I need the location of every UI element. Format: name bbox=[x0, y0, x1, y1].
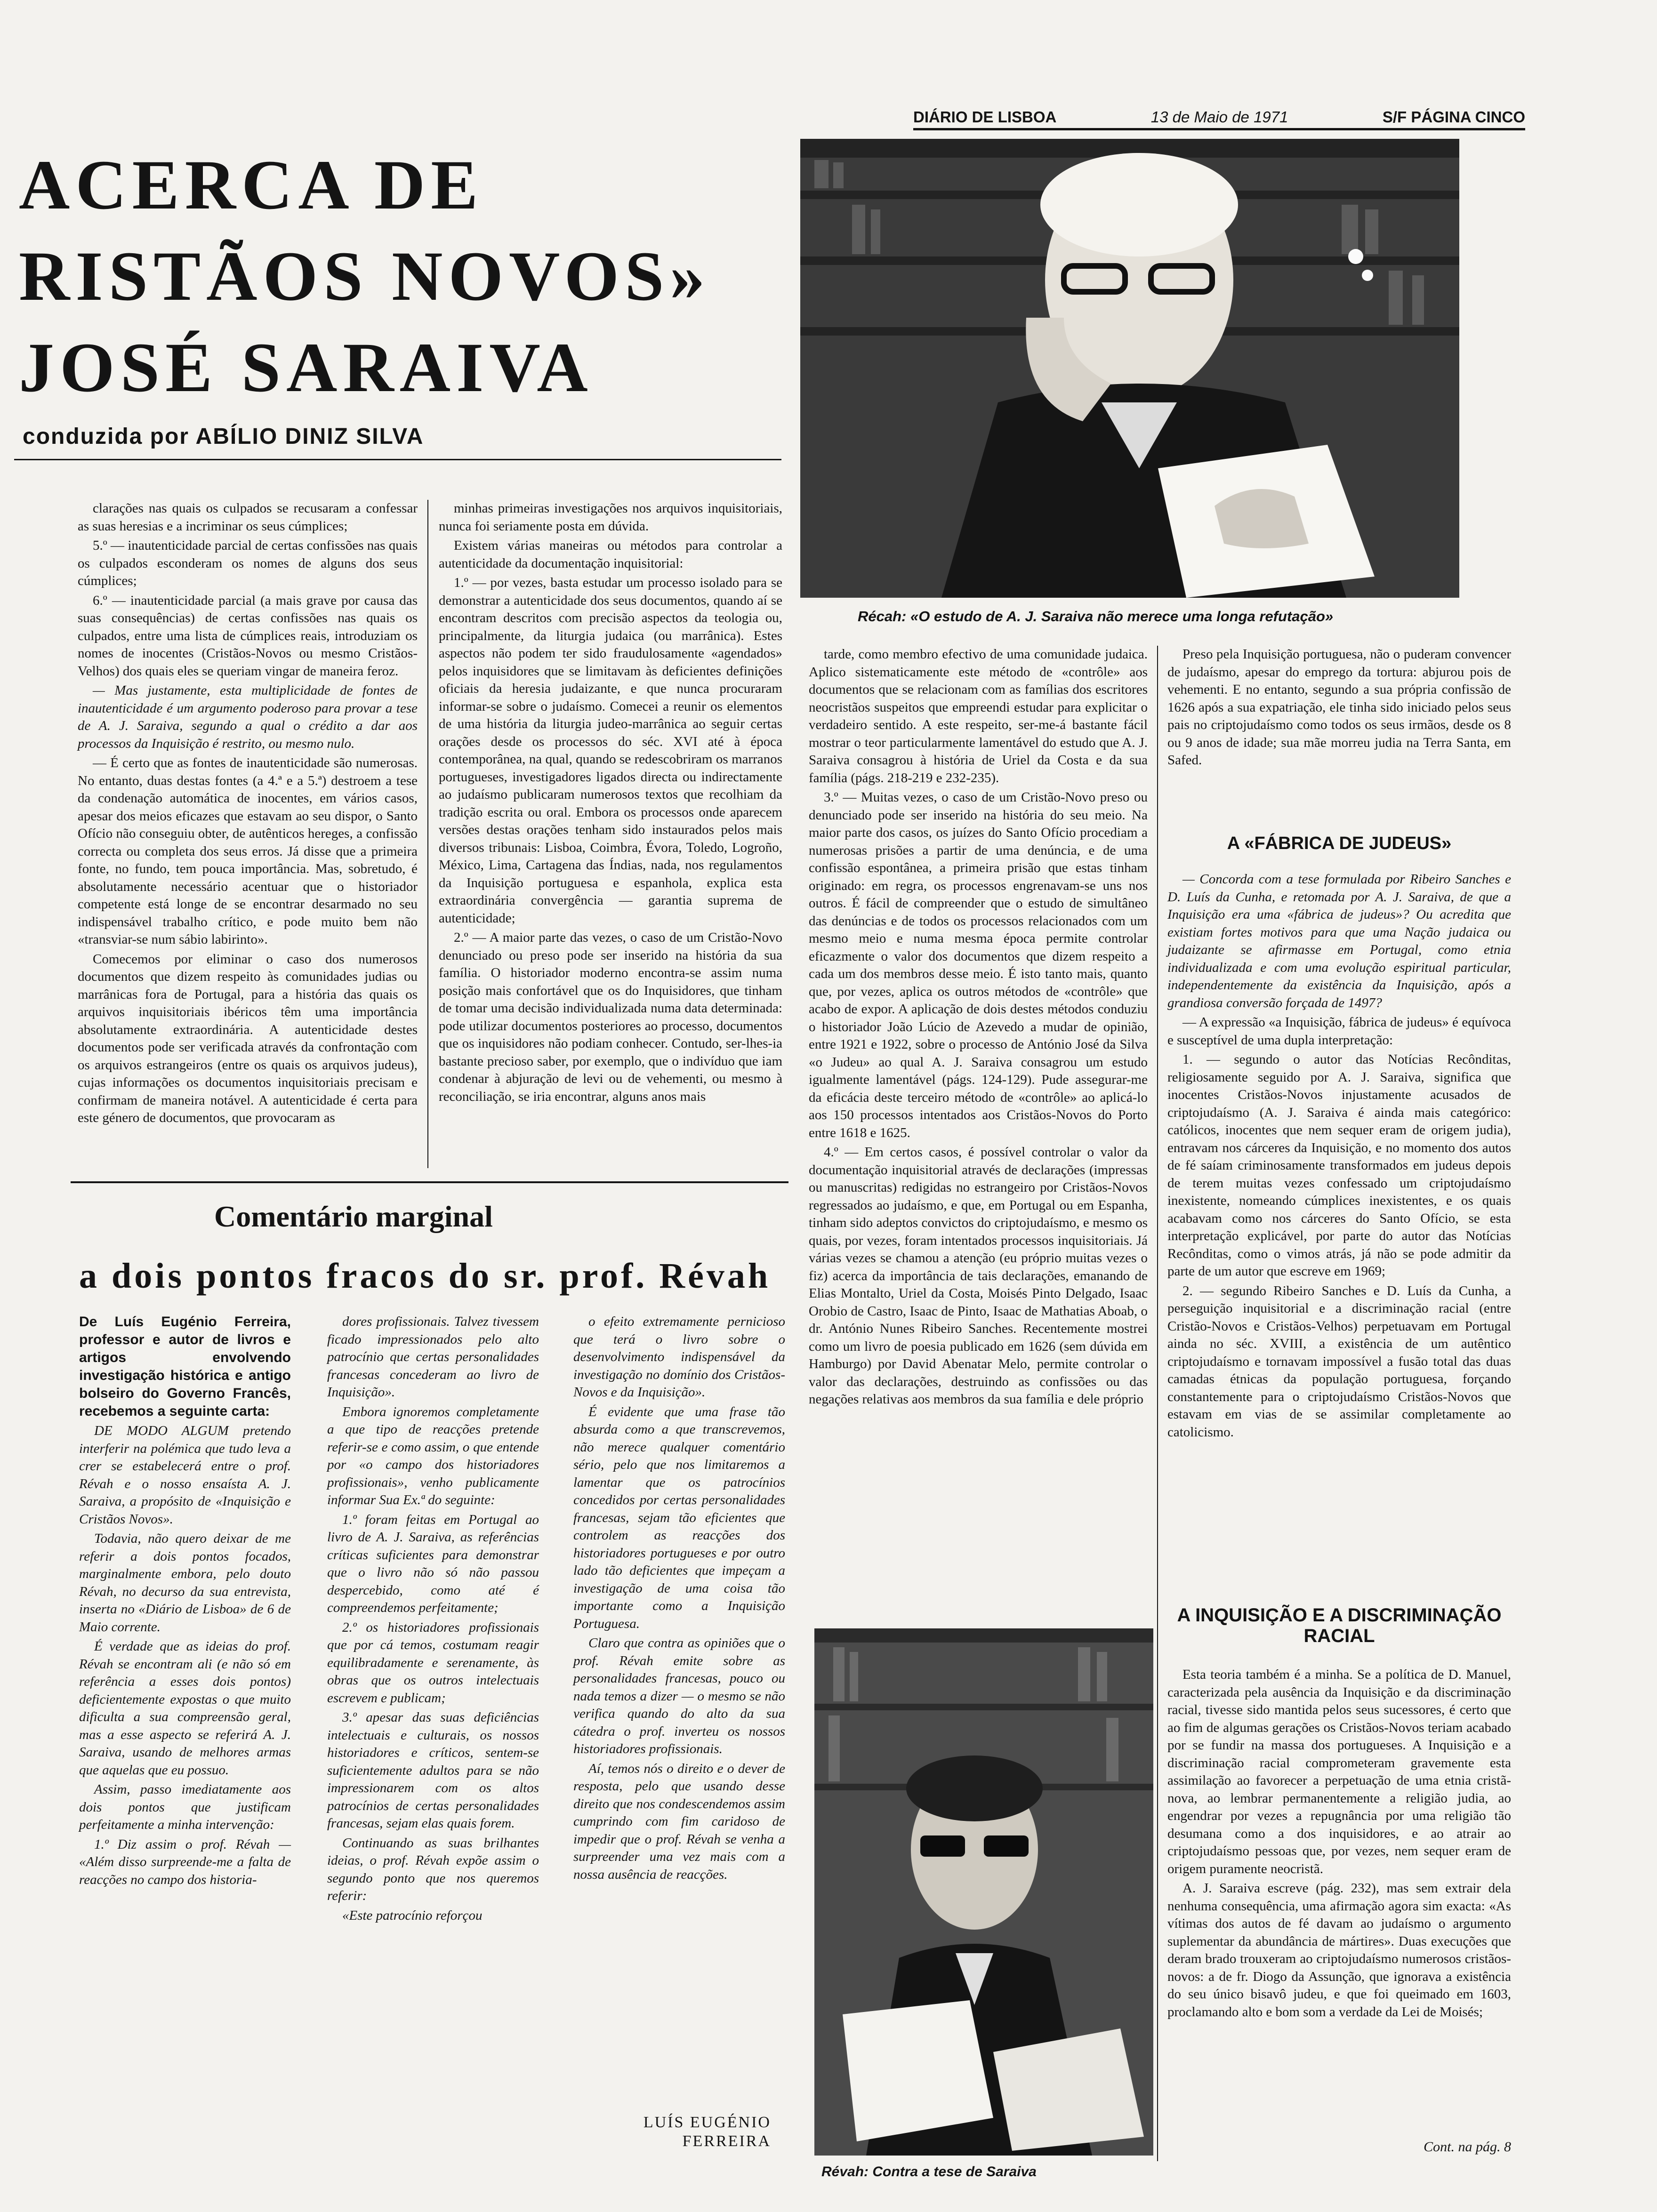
headline-line-1: ACERCA DE bbox=[19, 146, 484, 224]
comentario-column-2 bbox=[327, 1313, 539, 2193]
interview-column-2 bbox=[439, 500, 782, 1168]
paragraph: 6.º — inautenticidade parcial (a mais grave por causa das suas consequências) de certas confissões nas quais os culpados, entre uma lista de cúmplices reais, introduziam os nomes de inocentes (Cristãos-Novos ou mesmo Cristãos-Velhos) dos quais eles se queriam vingar de maneira feroz. bbox=[78, 593, 418, 679]
signature-line-2: FERREIRA bbox=[682, 2132, 771, 2150]
paragraph: A. J. Saraiva escreve (pág. 232), mas sem extrair dela nenhuma consequência, uma afirmação agora sim exacta: «As vítimas dos autos de fé davam ao judaísmo o argumento suplementar da abundância de mártires». Duas execuções que deram brado trouxeram ao criptojudaísmo numerosos cristãos-novos: a de fr. Diogo da Assunção, que ignorava a existência do seu único bisavô judeu, e que foi queimado em 1603, proclamando alto e bom som a verdade da Lei de Moisés; bbox=[1167, 1881, 1511, 2020]
column-rule bbox=[1157, 646, 1158, 2161]
paragraph: o efeito extremamente pernicioso que terá o livro sobre o desenvolvimento indispensável da investigação no domínio dos Cristãos-Novos e da Inquisição». bbox=[573, 1314, 785, 1400]
paragraph: 3.º apesar das suas deficiências intelectuais e culturais, os nossos historiadores e críticos, sentem-se suficientemente adultos para se não impressionarem com os altos patrocínios de certas personalidades francesas, sejam elas quais forem. bbox=[327, 1710, 539, 1831]
comentario-intro: De Luís Eugénio Ferreira, professor e autor de livros e artigos envolvendo investigação histórica e antigo bolseiro do Governo Francês, recebemos a seguinte carta: bbox=[79, 1314, 291, 1419]
signature-line-1: LUÍS EUGÉNIO bbox=[643, 2114, 771, 2131]
photo-reading-illustration bbox=[800, 139, 1459, 598]
interview-column-1 bbox=[78, 500, 418, 1168]
paragraph: 1.º foram feitas em Portugal ao livro de A. J. Saraiva, as referências críticas suficientes para demonstrar que o livro não só não passou despercebido, como até é compreendemos perfeitamente; bbox=[327, 1512, 539, 1615]
paragraph: Existem várias maneiras ou métodos para controlar a autenticidade da documentação inquisitorial: bbox=[439, 538, 782, 571]
paragraph: Embora ignoremos completamente a que tipo de reacções pretende referir-se e como assim, o que entende por «o campo dos historiadores profissionais», venho publicamente informar Sua Ex.ª do seguinte: bbox=[327, 1404, 539, 1507]
paragraph: Assim, passo imediatamente aos dois pontos que justificam perfeitamente a minha intervenção: bbox=[79, 1782, 291, 1832]
column-rule bbox=[427, 500, 428, 1168]
headline-line-3: JOSÉ SARAIVA bbox=[19, 329, 594, 407]
comentario-subtitle: a dois pontos fracos do sr. prof. Révah bbox=[79, 1256, 771, 1296]
subhead-inquisicao-discriminacao: A INQUISIÇÃO E A DISCRIMINAÇÃO RACIAL bbox=[1177, 1605, 1502, 1646]
paragraph: dores profissionais. Talvez tivessem ficado impressionados pelo alto patrocínio que certas personalidades francesas concederam ao livro de Inquisição». bbox=[327, 1314, 539, 1400]
paragraph: É evidente que uma frase tão absurda como a que transcrevemos, não merece qualquer comentário sério, pelo que nos limitaremos a lamentar que os patrocínios concedidos por certas personalidades francesas, sejam tão eficientes que controlem as reacções dos historiadores portugueses e por outro lado tão deficientes que impeçam a investigação de uma coisa tão importante como a Inquisição Portuguesa. bbox=[573, 1404, 785, 1631]
paragraph: Continuando as suas brilhantes ideias, o prof. Révah expõe assim o segundo ponto que nos queremos referir: bbox=[327, 1835, 539, 1903]
masthead-rule bbox=[913, 128, 1525, 130]
question-paragraph: — Concorda com a tese formulada por Ribeiro Sanches e D. Luís da Cunha, e retomada por A. J. Saraiva, de que a Inquisição era uma «fábrica de judeus»? Ou acredita que existiam fortes motivos para que uma Nação judaica ou judaizante se afirmasse em Portugal, como etnia individualizada e com uma evolução espiritual particular, independentemente da existência da Inquisição, após a grandiosa conversão forçada de 1497? bbox=[1167, 872, 1511, 1010]
paragraph: 2.º os historiadores profissionais que por cá temos, costumam reagir equilibradamente e serenamente, às obras que os outros intelectuais escrevem e publicam; bbox=[327, 1619, 539, 1706]
paragraph: clarações nas quais os culpados se recusaram a confessar as suas heresias e a incriminar os seus cúmplices; bbox=[78, 501, 418, 534]
interview-column-4-top bbox=[1167, 646, 1511, 810]
subhead-fabrica-de-judeus: A «FÁBRICA DE JUDEUS» bbox=[1227, 834, 1452, 853]
paragraph: DE MODO ALGUM pretendo interferir na polémica que tudo leva a crer se estabelecerá entre o prof. Révah e o nosso ensaísta A. J. Saraiva, a propósito de «Inquisição e Cristãos Novos». bbox=[79, 1423, 291, 1527]
interview-column-3 bbox=[809, 646, 1148, 1587]
paragraph: 1.º Diz assim o prof. Révah — «Além disso surpreende-me a falta de reacções no campo dos historia- bbox=[79, 1836, 291, 1887]
paragraph: 1. — segundo o autor das Notícias Recônditas, religiosamente seguido por A. J. Saraiva, significa que inocentes Cristãos-Novos injustamente acusados de criptojudaísmo (A. J. Saraiva é ainda mais categórico: católicos, inocentes que nem sequer eram de origem judia), entravam nos cárceres da Inquisição, e no momento dos autos de fé saíam criminosamente transformados em judeus depois de terem muitas vezes confessado um criptojudaísmo inexistente, nomeando cúmplices inexistentes, e os quais acabavam como nos cárceres do Santo Ofício, se esta interpretação explicável, por parte do autor das Notícias Recônditas, como o vimos atrás, já não se pode admitir da parte de um autor que escreve em 1969; bbox=[1167, 1052, 1511, 1279]
paragraph: Aí, temos nós o direito e o dever de resposta, pelo que usando desse direito que nos condescendemos assim cumprindo com fim caridoso de impedir que o prof. Révah se venha a surpreender uma vez mais com a nossa ausência de reacções. bbox=[573, 1761, 785, 1882]
issue-date: 13 de Maio de 1971 bbox=[1150, 108, 1288, 126]
comentario-column-1 bbox=[79, 1313, 291, 2193]
paragraph: 1.º — por vezes, basta estudar um processo isolado para se demonstrar a autenticidade dos seus documentos, quando aí se encontram descritos com precisão aspectos da teologia ou, principalmente, da liturgia judaica (ou marrânica). Estes aspectos não podem ter sido fraudulosamente «agendados» pelos inquisidores que se limitavam às deficientes definições oficiais da heresia judaizante, e que nunca procuraram informar-se sobre o judaísmo. Comecei a reunir os elementos de uma história da liturgia judeo-marrânica ao seguir certas orações desde os processos do séc. XVI até à época contemporânea, na qual, quando se redescobriram os marranos portugueses, investigadores ligados directa ou indirectamente ao judaísmo publicaram numerosos textos que recolhiam da tradição escrita ou oral. Embora os processos onde aparecem versões destas orações tenham sido instaurados pelos mais diversos tribunais: Lisboa, Coimbra, Évora, Toledo, Logroño, México, Lima, Cartagena das Índias, nada, nos regulamentos da Inquisição portuguesa e espanhola, explica esta extraordinária convergência — garantia suprema de autenticidade; bbox=[439, 575, 782, 926]
paragraph: — É certo que as fontes de inautenticidade são numerosas. No entanto, duas destas fontes (a 4.ª e a 5.ª) destroem a tese da condenação automática de inocentes, em vários casos, apesar dos meios eficazes que estavam ao seu dispor, o Santo Ofício não conseguiu obter, de autênticos hereges, a confissão correcta ou completa dos seus erros. Já disse que a primeira fonte, no fundo, tem pouca importância. Mas, sobretudo, é absolutamente necessário acentuar que o historiador competente está longe de se encontrar desarmado no seu indispensável trabalho crítico, e pode muito bem não «transviar-se num sábio labirinto». bbox=[78, 755, 418, 947]
photo-revah-portrait bbox=[814, 1628, 1153, 2156]
headline-line-2: RISTÃOS NOVOS» bbox=[19, 237, 711, 315]
paragraph: Claro que contra as opiniões que o prof. Révah emite sobre as personalidades francesas, pouco ou nada temos a dizer — o mesmo se não verifica quando do alto da sua cátedra o prof. inverteu os nossos historiadores profissionais. bbox=[573, 1635, 785, 1756]
photo-portrait-illustration bbox=[814, 1628, 1153, 2156]
paragraph: tarde, como membro efectivo de uma comunidade judaica. Aplico sistematicamente este método de «contrôle» aos documentos que se relacionam com as famílias dos escritores neocristãos suspeitos que empreendi estudar para explicitar o verdadeiro sentido. A este respeito, ser-me-á bastante fácil mostrar o teor particularmente lamentável do estudo que A. J. Saraiva consagrou à história de Uriel da Costa e da sua família (págs. 218-219 e 232-235). bbox=[809, 647, 1148, 785]
byline: conduzida por ABÍLIO DINIZ SILVA bbox=[23, 424, 424, 449]
paragraph: minhas primeiras investigações nos arquivos inquisitoriais, nunca foi seriamente posta em dúvida. bbox=[439, 501, 782, 534]
interview-column-4-middle bbox=[1167, 871, 1511, 1591]
page-number: S/F PÁGINA CINCO bbox=[1382, 108, 1525, 126]
paragraph: 4.º — Em certos casos, é possível controlar o valor da documentação inquisitorial através de declarações (impressas ou manuscritas) redigidas no estrangeiro por Cristãos-Novos regressados ao judaísmo, e que, em Portugal ou em Espanha, tinham sido adeptos convictos do criptojudaísmo, e mesmo os quais, por vezes, foram intentados processos inquisitoriais. Já várias vezes se chamou a atenção (eu próprio muitas vezes o fiz) acerca da importância de tais declarações, emanando de Elias Montalto, Uriel da Costa, Moisés Pinto Delgado, Isaac Orobio de Castro, Isaac de Pinto, Isaac de Mathatias Aboab, o dr. António Nunes Ribeiro Sanches. Recentemente mostrei como um livro de poesia publicado em 1626 (sem dúvida em Hamburgo) por David Abenatar Melo, permite controlar o valor das declarações, destruindo as confissões ou das negações relativas aos membros da sua família e dele próprio bbox=[809, 1145, 1148, 1407]
paragraph: Todavia, não quero deixar de me referir a dois pontos focados, marginalmente embora, pelo douto Révah, no decurso da sua entrevista, inserta no «Diário de Lisboa» de 6 de Maio corrente. bbox=[79, 1531, 291, 1635]
newspaper-name: DIÁRIO DE LISBOA bbox=[913, 108, 1057, 126]
photo-saraiva-reading bbox=[800, 139, 1459, 598]
paragraph: 2.º — A maior parte das vezes, o caso de um Cristão-Novo denunciado ou preso pode ser inserido na história da sua família. O historiador moderno encontra-se assim numa posição mais confortável que os do Inquisidores, que tinham de tomar uma decisão individualizada numa data determinada: pode utilizar documentos posteriores ao processo, documentos que os inquisidores não podiam conhecer. Contudo, ser-lhes-ia bastante precioso saber, por exemplo, que o indivíduo que iam condenar à abjuração de levi ou de vehementi, ou mesmo à reconciliação, se iria encontrar, alguns anos mais bbox=[439, 930, 782, 1104]
paragraph: 3.º — Muitas vezes, o caso de um Cristão-Novo preso ou denunciado pode ser inserido na história do seu meio. Na maior parte dos casos, os juízes do Santo Ofício procediam a numerosas prisões a partir de uma denúncia, e de uma confissão espontânea, a primeira prisão que estas tinham originado: em regra, os processos engrenavam-se uns nos outros. É fácil de compreender que o estudo de simultâneo das denúncias e de todos os processos relacionados com um mesmo meio e numa mesma época permite controlar eficazmente o valor dos documentos que dizem respeito a cada um dos membros desse meio. É isto tanto mais, quanto que, por vezes, aplica os outros métodos de «contrôle» que acabo de expor. A aplicação de dois destes métodos conduziu o historiador João Lúcio de Azevedo a mudar de opinião, entre 1921 e 1922, sobre o processo de António José da Silva «o Judeu» ao qual A. J. Saraiva consagrou um estudo igualmente lamentável (págs. 124-129). Pude assegurar-me da eficácia deste terceiro método de «contrôle» ao aplicá-lo aos 150 processos intentados aos Cristãos-Novos do Porto entre 1618 e 1625. bbox=[809, 790, 1148, 1140]
comentario-column-3 bbox=[573, 1313, 785, 2052]
interview-column-4-bottom bbox=[1167, 1666, 1511, 2137]
paragraph: 5.º — inautenticidade parcial de certas confissões nas quais os culpados esconderam os nomes de alguns dos seus cúmplices; bbox=[78, 538, 418, 588]
masthead bbox=[913, 107, 1525, 126]
paragraph: Esta teoria também é a minha. Se a política de D. Manuel, caracterizada pela ausência da Inquisição e da discriminação racial, tivesse sido mantida pelos seus sucessores, é certo que ao fim de algumas gerações os Cristãos-Novos teriam acabado por se fundir na massa dos portugueses. A Inquisição e a discriminação racial comprometeram gravemente esta assimilação ao favorecer a perpetuação de uma etnia cristã-nova, ao lembrar permanentemente a religião judia, ao engendrar por vezes a repugnância por uma religião tão desumana como a dos inquisidores, e ao atrair ao criptojudaísmo pessoas que, por vezes, nem sequer eram de origem puramente neocristã. bbox=[1167, 1667, 1511, 1876]
photo2-caption: Révah: Contra a tese de Saraiva bbox=[821, 2164, 1037, 2180]
comentario-signature bbox=[573, 2113, 771, 2151]
section-rule bbox=[71, 1181, 788, 1183]
paragraph: — A expressão «a Inquisição, fábrica de judeus» é equívoca e susceptível de uma dupla interpretação: bbox=[1167, 1015, 1511, 1048]
paragraph: «Este patrocínio reforçou bbox=[342, 1907, 483, 1923]
paragraph: 2. — segundo Ribeiro Sanches e D. Luís da Cunha, a perseguição inquisitorial e a discriminação racial (entre Cristão-Novos e Cristãos-Velhos) perpetuavam em Portugal ainda no séc. XVIII, a existência de um autêntico criptojudaísmo e tornavam impossível a fusão total das duas camadas étnicas da população portuguesa, forçando constantemente para o criptojudaísmo Cristãos-Novos que estavam em vias de se assimilar completamente ao catolicismo. bbox=[1167, 1283, 1511, 1440]
paragraph: Comecemos por eliminar o caso dos numerosos documentos que dizem respeito às comunidades judias ou marrânicas fora de Portugal, para a história das quais os arquivos inquisitoriais ibéricos têm uma importância absolutamente extraordinária. A autenticidade destes documentos pode ser verificada através da confrontação com os arquivos estrangeiros (entre os quais os arquivos judeus), cujas informações os documentos inquisitoriais precisam e confirmam de maneira notável. A autenticidade é certa para este género de documentos, que provocaram as bbox=[78, 951, 418, 1125]
photo1-caption: Récah: «O estudo de A. J. Saraiva não merece uma longa refutação» bbox=[858, 608, 1334, 625]
question-paragraph: — Mas justamente, esta multiplicidade de fontes de inautenticidade é um argumento poderoso para provar a tese de A. J. Saraiva, segundo a qual o crédito a dar aos processos da Inquisição é restrito, ou mesmo nulo. bbox=[78, 683, 418, 751]
paragraph: É verdade que as ideias do prof. Révah se encontram ali (e não só em referência a esses dois pontos) deficientemente expostas o que muito dificulta a sua compreensão geral, mas a esse aspecto se referirá A. J. Saraiva, usando de melhores armas que aquelas que eu possuo. bbox=[79, 1639, 291, 1778]
byline-rule bbox=[14, 459, 781, 460]
comentario-title: Comentário marginal bbox=[214, 1200, 493, 1233]
continued-note: Cont. na pág. 8 bbox=[1424, 2139, 1511, 2155]
paragraph: Preso pela Inquisição portuguesa, não o puderam convencer de judaísmo, apesar do emprego da tortura: abjurou pois de vehementi. E no entanto, segundo a sua própria confissão de 1626 após a sua expatriação, ele tinha sido iniciado pelos seus pais no criptojudaísmo como todos os seus irmãos, desde os 8 ou 9 anos de idade; sua mãe morreu judia na Terra Santa, em Safed. bbox=[1167, 647, 1511, 768]
